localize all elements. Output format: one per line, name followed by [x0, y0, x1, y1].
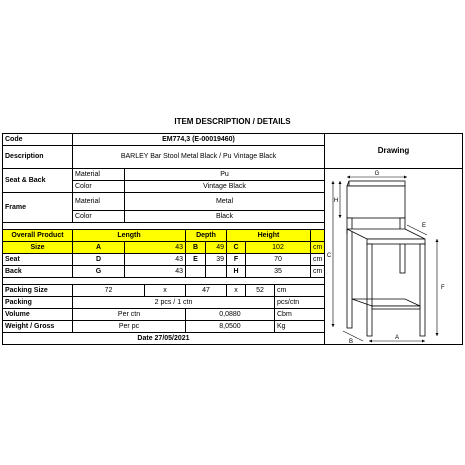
dim-value-h: 35 — [246, 266, 311, 278]
dim-value-b: 49 — [206, 242, 227, 254]
dim-value-f: 70 — [246, 254, 311, 266]
dim-value-blank — [206, 266, 227, 278]
dim-value-c: 102 — [246, 242, 311, 254]
dim-key-c: C — [227, 242, 246, 254]
packing-size-unit: cm — [275, 285, 325, 297]
packing-size-height: 52 — [246, 285, 275, 297]
depth-header: Depth — [186, 230, 227, 242]
back-dims-label: Back — [3, 266, 73, 278]
stool-drawing — [325, 169, 463, 345]
dim-unit-back: cm — [311, 266, 325, 278]
weight-per: Per pc — [73, 321, 186, 333]
packing-size-length: 72 — [73, 285, 145, 297]
packing-size-x2: x — [227, 285, 246, 297]
dim-key-blank — [186, 266, 206, 278]
frame-material-label: Material — [73, 193, 125, 211]
seat-back-material: Pu — [125, 169, 325, 181]
packing-value: 2 pcs / 1 ctn — [73, 297, 275, 309]
frame-color: Black — [125, 211, 325, 223]
dim-key-b: B — [186, 242, 206, 254]
page-title: ITEM DESCRIPTION / DETAILS — [174, 117, 291, 126]
dim-key-f: F — [227, 254, 246, 266]
dim-letter-e: E — [422, 223, 427, 229]
dim-key-a: A — [73, 242, 125, 254]
packing-unit: pcs/ctn — [275, 297, 325, 309]
description-value: BARLEY Bar Stool Metal Black / Pu Vintage Black — [73, 146, 325, 169]
dim-key-h: H — [227, 266, 246, 278]
dim-key-g: G — [73, 266, 125, 278]
seat-back-material-label: Material — [73, 169, 125, 181]
packing-size-depth: 47 — [186, 285, 227, 297]
weight-label: Weight / Gross — [3, 321, 73, 333]
dim-value-g: 43 — [125, 266, 186, 278]
dim-letter-g: G — [374, 171, 380, 177]
stool-diagram — [325, 169, 463, 344]
volume-label: Volume — [3, 309, 73, 321]
drawing-label: Drawing — [325, 134, 463, 169]
packing-label: Packing — [3, 297, 73, 309]
volume-per: Per ctn — [73, 309, 186, 321]
dim-value-d: 43 — [125, 254, 186, 266]
frame-material: Metal — [125, 193, 325, 211]
seat-back-label: Seat & Back — [3, 169, 73, 193]
dim-letter-a: A — [395, 335, 400, 341]
volume-value: 0,0880 — [186, 309, 275, 321]
overall-product-label: Overall Product — [3, 230, 73, 242]
dim-value-a: 43 — [125, 242, 186, 254]
item-details-table — [2, 133, 463, 345]
dim-letter-c: C — [326, 253, 332, 259]
dim-letter-b: B — [349, 339, 354, 344]
seat-back-color: Vintage Black — [125, 181, 325, 193]
weight-value: 8,0500 — [186, 321, 275, 333]
packing-size-x1: x — [145, 285, 186, 297]
dim-key-e: E — [186, 254, 206, 266]
seat-back-color-label: Color — [73, 181, 125, 193]
frame-color-label: Color — [73, 211, 125, 223]
dim-letter-f: F — [441, 285, 445, 291]
code-label: Code — [3, 134, 73, 146]
frame-label: Frame — [3, 193, 73, 223]
dim-key-d: D — [73, 254, 125, 266]
seat-dims-label: Seat — [3, 254, 73, 266]
dim-unit-overall: cm — [311, 242, 325, 254]
packing-size-label: Packing Size — [3, 285, 73, 297]
volume-unit: Cbm — [275, 309, 325, 321]
dim-unit-seat: cm — [311, 254, 325, 266]
dim-value-e: 39 — [206, 254, 227, 266]
size-label: Size — [3, 242, 73, 254]
length-header: Length — [73, 230, 186, 242]
dim-letter-h: H — [333, 198, 339, 204]
weight-unit: Kg — [275, 321, 325, 333]
date-stamp: Date 27/05/2021 — [3, 333, 325, 345]
unit-header-blank — [311, 230, 325, 242]
description-label: Description — [3, 146, 73, 169]
code-value: EM774,3 (E-00019460) — [73, 134, 325, 146]
height-header: Height — [227, 230, 311, 242]
